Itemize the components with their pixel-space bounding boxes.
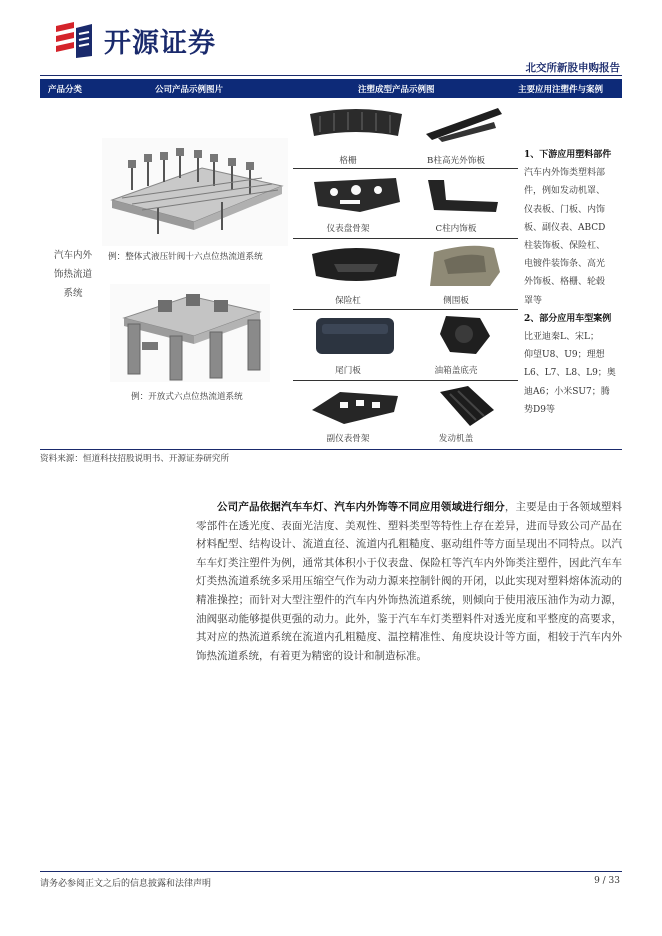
example-caption-6-point: 例：开放式六点位热流道系统 xyxy=(131,392,243,402)
usage-line: 电镀件装饰条、高光 xyxy=(524,259,606,270)
part-label: C柱内饰板 xyxy=(435,224,477,234)
part-label: 尾门板 xyxy=(335,366,361,376)
part-label: 格栅 xyxy=(339,156,357,166)
footer-rule xyxy=(40,871,622,872)
part-label: B柱高光外饰板 xyxy=(427,156,485,166)
body-paragraph xyxy=(196,498,622,665)
page-number: 9 / 33 xyxy=(594,876,620,886)
usage-heading: 1、下游应用塑料部件 xyxy=(524,150,612,160)
source-note: 资料来源：恒道科技招股说明书、开源证券研究所 xyxy=(40,454,230,464)
hot-runner-system-16-point-image xyxy=(102,138,288,246)
col-molded-parts: 注塑成型产品示例图 xyxy=(358,85,435,95)
example-caption-16-point: 例：整体式液压针阀十六点位热流道系统 xyxy=(108,252,263,262)
col-applications: 主要应用注塑件与案例 xyxy=(518,85,604,95)
col-example-images: 公司产品示例图片 xyxy=(155,85,224,95)
usage-line: 件，例如发动机罩、 xyxy=(524,186,606,197)
row-divider xyxy=(293,238,518,239)
usage-line: 迪A6；小米SU7；腾 xyxy=(524,386,610,397)
usage-line: 仪表板、门板、内饰 xyxy=(524,204,606,215)
usage-line: 比亚迪秦L、宋L； xyxy=(524,332,599,343)
row-divider xyxy=(293,309,518,310)
usage-heading: 2、部分应用车型案例 xyxy=(524,313,612,324)
paragraph-lead: 公司产品依据汽车车灯、汽车内外饰等不同应用领域进行细分 xyxy=(217,501,505,513)
report-type: 北交所新股申购报告 xyxy=(525,62,620,74)
row-divider xyxy=(293,168,518,169)
company-logo xyxy=(52,20,216,60)
col-category: 产品分类 xyxy=(48,85,83,95)
usage-line: 汽车内外饰类塑料部 xyxy=(524,168,606,179)
table-bottom-rule xyxy=(40,449,622,450)
row-divider xyxy=(293,380,518,381)
part-label: 发动机盖 xyxy=(438,434,474,444)
footer-disclaimer: 请务必参阅正文之后的信息披露和法律声明 xyxy=(40,879,212,889)
paragraph-body: ，主要是由于各领域塑料零部件在透光度、表面光洁度、美观性、塑料类型等特性上存在差异，进而导致公司产品在材料配型、结构设计、流道直径、流道内孔粗糙度、驱动组件等方面呈现出不同特点。以汽车车灯类注塑件为例，通常其体积小于仪表盘、保险杠等汽车内外饰类注塑件，因此汽车车灯类热流道系统多采用压缩空气作为动力源来控制针阀的开闭，以此实现对塑料熔体流动的精准操控；而针对大型注塑件的汽车内外饰热流道系统，则倾向于使用液压油作为动力源，油阀驱动能够提供更强的动力。此外，鉴于汽车车灯类塑料件对透光度和平整度的高要求，其对应的热流道系统在流道内孔粗糙度、温控精准性、角度块设计等方面，相较于汽车内外饰热流道系统，有着更为精密的设计和制造标准。 xyxy=(196,501,623,662)
header-rule xyxy=(40,75,622,76)
application-notes xyxy=(524,146,620,419)
part-label: 保险杠 xyxy=(335,296,361,306)
part-label: 油箱盖底壳 xyxy=(434,366,478,376)
usage-line: 仰望U8、U9；理想 xyxy=(524,350,605,361)
usage-line: 柱装饰板、保险杠、 xyxy=(524,241,606,252)
logo-mark-icon xyxy=(52,20,96,60)
part-label: 侧围板 xyxy=(443,296,469,306)
part-label: 副仪表骨架 xyxy=(326,434,370,444)
usage-line: 板、副仪表、ABCD xyxy=(524,222,606,233)
product-category: 汽车内外 饰热流道 系统 xyxy=(53,250,92,299)
usage-line: L6、L7、L8、L9；奥 xyxy=(524,368,616,379)
logo-text: 开源证券 xyxy=(104,27,216,59)
usage-line: 罩等 xyxy=(524,295,543,306)
hot-runner-system-6-point-image xyxy=(110,284,270,382)
part-label: 仪表盘骨架 xyxy=(326,224,370,234)
table-header xyxy=(40,79,622,98)
usage-line: 外饰板、格栅、轮毂 xyxy=(524,277,606,288)
usage-line: 势D9等 xyxy=(524,404,555,415)
